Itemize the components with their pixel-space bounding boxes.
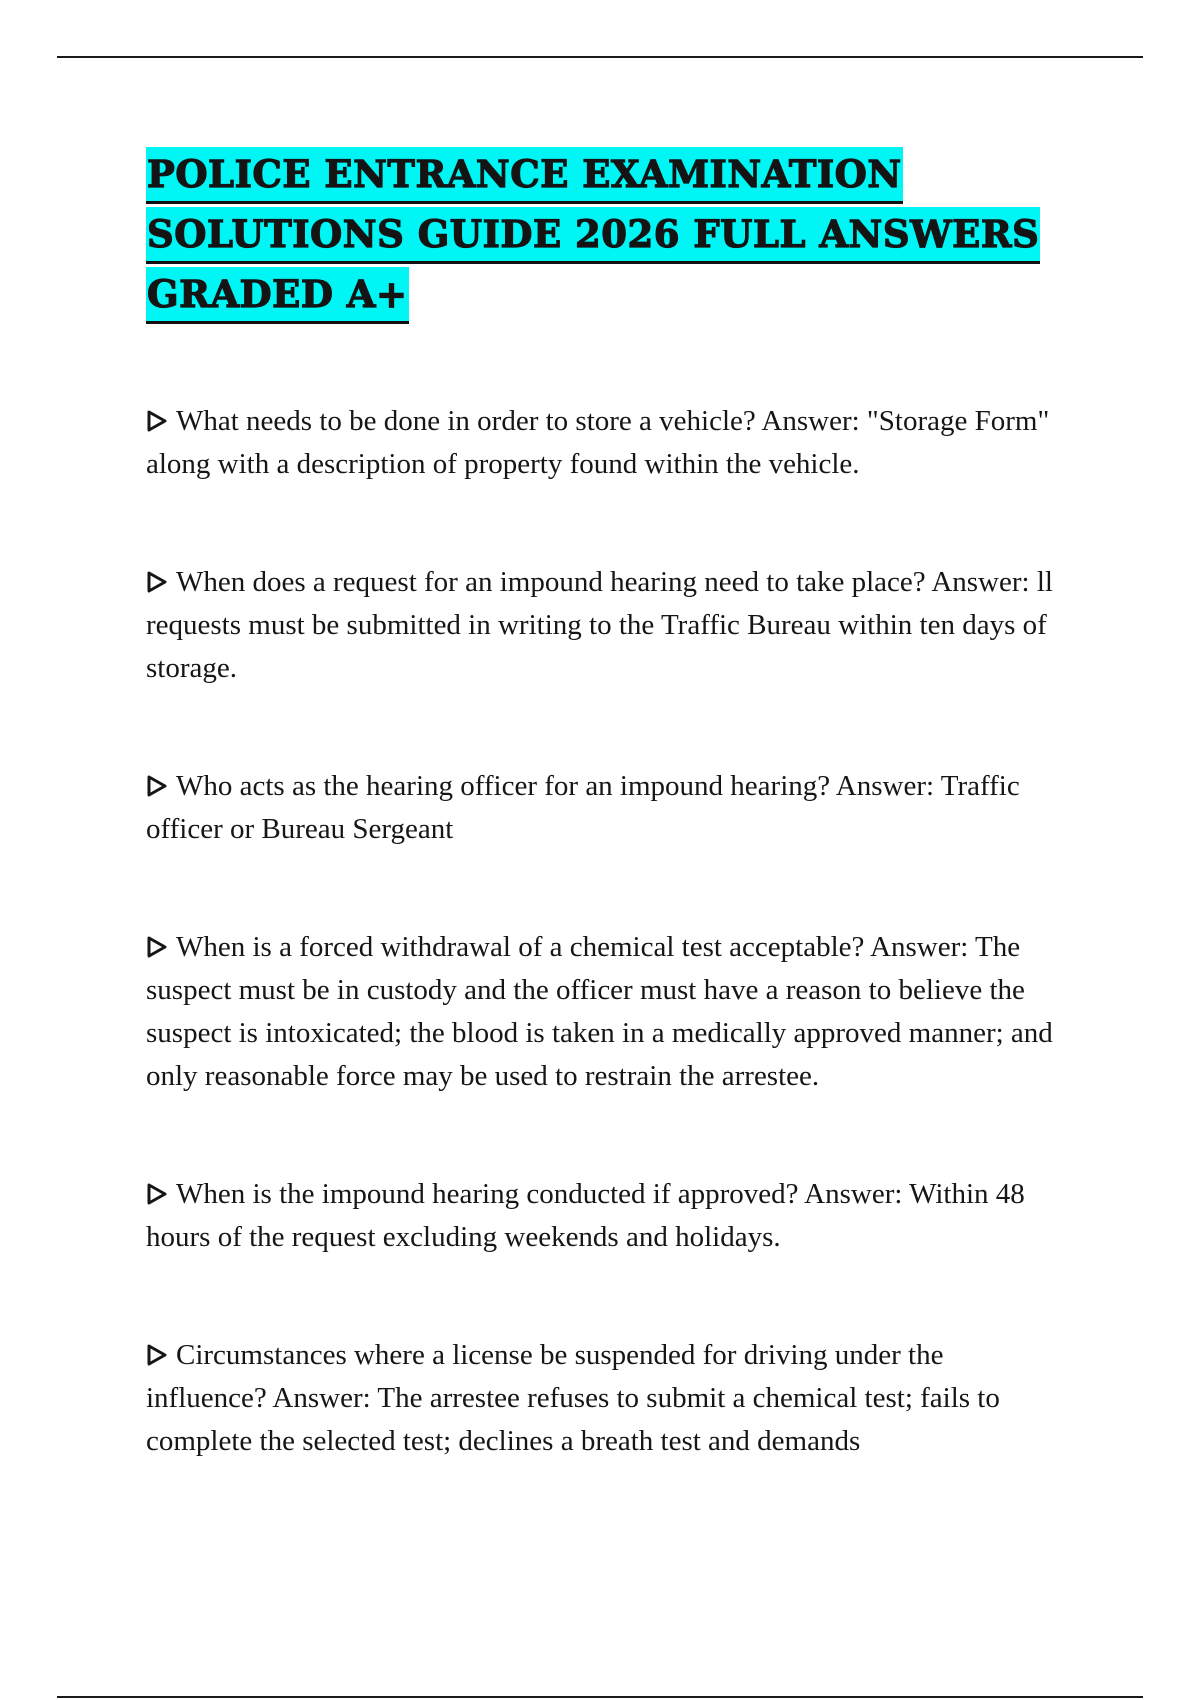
title-line-2: SOLUTIONS GUIDE 2026 FULL ANSWERS [146,207,1040,264]
qa-text: Who acts as the hearing officer for an impound hearing? Answer: Traffic officer or Bureau Sergeant [146,770,1020,845]
qa-item-1 [146,400,1066,486]
bottom-divider [57,1696,1143,1698]
qa-text: Circumstances where a license be suspended for driving under the influence? Answer: The arrestee refuses to submit a chemical test; fails to complete the selected test; declines a breath test and demands [146,1339,1000,1457]
triangle-bullet-icon [146,409,170,433]
triangle-bullet-icon [146,774,170,798]
qa-item-3 [146,765,1066,851]
qa-text: What needs to be done in order to store a vehicle? Answer: "Storage Form" along with a description of property found within the vehicle. [146,405,1050,480]
title-line-1: POLICE ENTRANCE EXAMINATION [146,147,903,204]
triangle-bullet-icon [146,570,170,594]
qa-item-6 [146,1334,1066,1463]
qa-item-2 [146,561,1066,690]
qa-text: When is the impound hearing conducted if approved? Answer: Within 48 hours of the request excluding weekends and holidays. [146,1178,1025,1253]
qa-text: When does a request for an impound hearing need to take place? Answer: ll requests must be submitted in writing to the Traffic Bureau within ten days of storage. [146,566,1053,684]
qa-list [146,400,1066,1463]
triangle-bullet-icon [146,1182,170,1206]
triangle-bullet-icon [146,1343,170,1367]
document-page [146,145,1066,1538]
qa-item-4 [146,926,1066,1098]
title-line-3: GRADED A+ [146,267,409,324]
qa-text: When is a forced withdrawal of a chemical test acceptable? Answer: The suspect must be in custody and the officer must have a reason to believe the suspect is intoxicated; the blood is taken in a medically approved manner; and only reasonable force may be used to restrain the arrestee. [146,931,1053,1092]
top-divider [57,56,1143,58]
triangle-bullet-icon [146,935,170,959]
qa-item-5 [146,1173,1066,1259]
document-title [146,147,1066,324]
